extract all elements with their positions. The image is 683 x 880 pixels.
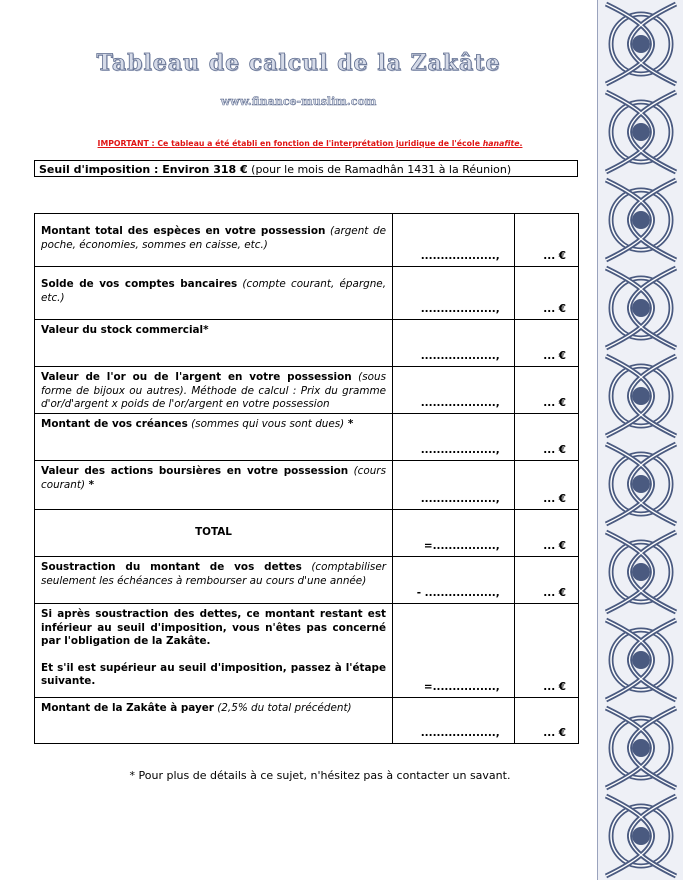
row-label: Si après soustraction des dettes, ce montant restant est inférieur au seuil d'imposition, vous n'êtes pas concerné par l'obligation de la Zakâte. — [41, 608, 386, 648]
table-row — [35, 414, 579, 461]
ornament-stroke — [632, 299, 650, 317]
row-description — [35, 604, 393, 698]
currency-field[interactable]: ... € — [514, 604, 578, 698]
total-amount-field[interactable]: =................, — [393, 510, 515, 557]
ornament-stroke — [632, 651, 650, 669]
page-title: Tableau de calcul de la Zakâte — [96, 50, 501, 76]
row-label: Montant total des espèces en votre possession — [41, 225, 326, 237]
row-note: (sommes qui vous sont dues) — [187, 418, 345, 430]
notice-end: . — [519, 139, 523, 148]
table-row — [35, 698, 579, 744]
amount-field[interactable]: ..................., — [393, 214, 515, 267]
ornament-stroke — [632, 739, 650, 757]
currency-field[interactable]: ... € — [514, 367, 578, 414]
row-label-secondary: Et s'il est supérieur au seuil d'imposition, passez à l'étape suivante. — [41, 661, 386, 688]
zakat-amount-field[interactable]: ..................., — [393, 698, 515, 744]
currency-field[interactable]: ... € — [514, 557, 578, 604]
row-description — [35, 267, 393, 320]
threshold-box — [34, 160, 578, 177]
row-label: Montant de la Zakâte à payer — [41, 702, 214, 714]
row-note: (cours courant) — [41, 465, 386, 491]
total-row — [35, 510, 579, 557]
ornament-stroke — [632, 563, 650, 581]
currency-field[interactable]: ... € — [514, 414, 578, 461]
table-row — [35, 461, 579, 510]
currency-field[interactable]: ... € — [514, 698, 578, 744]
ornament-stroke — [632, 211, 650, 229]
row-description — [35, 461, 393, 510]
total-label: TOTAL — [35, 510, 393, 557]
row-description — [35, 320, 393, 367]
currency-field[interactable]: ... € — [514, 320, 578, 367]
currency-field[interactable]: ... € — [514, 267, 578, 320]
row-note: (compte courant, épargne, etc.) — [41, 278, 386, 304]
amount-field[interactable]: ..................., — [393, 461, 515, 510]
currency-field[interactable]: ... € — [514, 214, 578, 267]
row-note: (comptabiliser seulement les échéances à rembourser au cours d'une année) — [41, 561, 386, 587]
table-row — [35, 214, 579, 267]
ornament-stroke — [632, 475, 650, 493]
amount-field[interactable]: ..................., — [393, 414, 515, 461]
notice-school: hanafite — [482, 139, 520, 148]
row-note: (sous forme de bijoux ou autres). Méthode de calcul : Prix du gramme d'or/d'argent x poids de l'or/argent en votre possession — [41, 371, 386, 411]
row-note: (2,5% du total précédent) — [213, 702, 352, 714]
table-row — [35, 557, 579, 604]
threshold-label: Seuil d'imposition : Environ 318 € — [39, 163, 248, 176]
amount-field[interactable]: =................, — [393, 604, 515, 698]
table-row — [35, 604, 579, 698]
amount-field[interactable]: ..................., — [393, 320, 515, 367]
total-currency-field[interactable]: ... € — [514, 510, 578, 557]
row-label: Valeur de l'or ou de l'argent en votre possession — [41, 371, 352, 383]
important-notice — [0, 139, 620, 148]
row-description — [35, 698, 393, 744]
table-row — [35, 267, 579, 320]
threshold-note: (pour le mois de Ramadhân 1431 à la Réunion) — [247, 163, 512, 176]
currency-field[interactable]: ... € — [514, 461, 578, 510]
notice-text: IMPORTANT : Ce tableau a été établi en fonction de l'interprétation juridique de l'école — [97, 139, 483, 148]
website-link[interactable]: www.finance-muslim.com — [220, 95, 377, 108]
amount-field[interactable]: ..................., — [393, 367, 515, 414]
row-label: Soustraction du montant de vos dettes — [41, 561, 302, 573]
row-label: Valeur des actions boursières en votre possession — [41, 465, 349, 477]
footnote: * Pour plus de détails à ce sujet, n'hésitez pas à contacter un savant. — [129, 769, 511, 782]
row-label: Solde de vos comptes bancaires — [41, 278, 238, 290]
row-description — [35, 414, 393, 461]
ornament-stroke — [632, 827, 650, 845]
ornament-stroke — [632, 387, 650, 405]
zakat-table — [34, 213, 579, 744]
ornamental-border — [597, 0, 683, 880]
row-label: Montant de vos créances — [41, 418, 188, 430]
celtic-knot-ornament — [598, 0, 683, 880]
debt-amount-field[interactable]: - .................., — [393, 557, 515, 604]
amount-field[interactable]: ..................., — [393, 267, 515, 320]
row-suffix: * — [85, 478, 95, 491]
row-description — [35, 367, 393, 414]
row-suffix: * — [344, 418, 354, 430]
ornament-stroke — [632, 35, 650, 53]
row-label: Valeur du stock commercial* — [41, 324, 209, 336]
row-description — [35, 214, 393, 267]
row-note: (argent de poche, économies, sommes en caisse, etc.) — [41, 225, 386, 251]
ornament-stroke — [632, 123, 650, 141]
table-row — [35, 320, 579, 367]
row-description — [35, 557, 393, 604]
table-row — [35, 367, 579, 414]
